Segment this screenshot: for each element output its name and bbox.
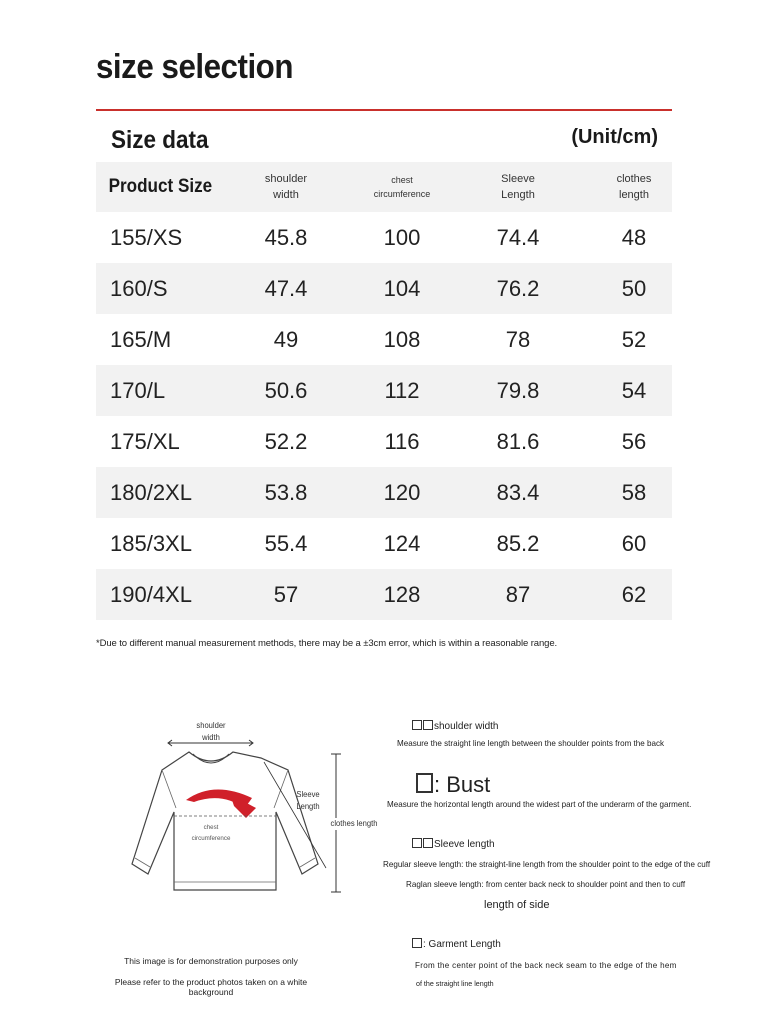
measurement-cell: 85.2 [496, 530, 540, 556]
size-table [96, 162, 672, 620]
measurement-cell: 76.2 [496, 275, 540, 301]
header-clothes-length: clothes length [616, 173, 652, 201]
measurement-cell: 57 [273, 581, 299, 607]
diagram-clothes-length-label: clothes length [326, 818, 383, 830]
measurement-cell: 108 [383, 326, 421, 352]
size-cell: 185/3XL [110, 530, 192, 556]
header-sleeve-length: Sleeve Length [501, 173, 535, 201]
size-cell: 170/L [110, 377, 166, 403]
title-divider [96, 109, 672, 111]
table-row [96, 263, 672, 314]
diagram-sleeve-label: Sleeve Length [296, 790, 320, 811]
garment-diagram [96, 712, 386, 912]
table-body [96, 212, 672, 620]
sweatshirt-illustration [96, 712, 386, 912]
measurement-cell: 87 [505, 581, 531, 607]
box-glyph-icon [416, 773, 433, 793]
table-row [96, 569, 672, 620]
measurement-cell: 62 [621, 581, 647, 607]
box-glyph-icon [412, 838, 422, 848]
measurement-cell: 120 [383, 479, 421, 505]
size-cell: 175/XL [110, 428, 180, 454]
size-cell: 180/2XL [110, 479, 192, 505]
table-row [96, 467, 672, 518]
table-row [96, 212, 672, 263]
box-glyph-icon [423, 838, 433, 848]
measurement-cell: 58 [621, 479, 647, 505]
def-shoulder-width: shoulder width [412, 716, 498, 734]
measurement-cell: 55.4 [264, 530, 308, 556]
def-garment-text-1: From the center point of the back neck seam to the edge of the hem [415, 960, 677, 970]
header-shoulder-width: shoulder width [264, 173, 308, 201]
measurement-cell: 104 [383, 275, 421, 301]
def-garment-length: : Garment Length [412, 934, 501, 952]
demo-note-2: Please refer to the product photos taken on a white background [114, 977, 308, 997]
measurement-cell: 45.8 [264, 224, 308, 250]
measurement-cell: 112 [384, 377, 420, 403]
size-cell: 190/4XL [110, 581, 192, 607]
def-shoulder-text: Measure the straight line length between the shoulder points from the back [397, 738, 665, 748]
size-cell: 160/S [110, 275, 168, 301]
sweatshirt-outline [132, 752, 318, 890]
measurement-cell: 53.8 [264, 479, 308, 505]
measurement-cell: 100 [383, 224, 421, 250]
measurement-cell: 56 [621, 428, 647, 454]
measurement-cell: 83.4 [496, 479, 540, 505]
measurement-cell: 81.6 [496, 428, 540, 454]
def-sleeve-length: Sleeve length [412, 834, 495, 852]
size-cell: 155/XS [110, 224, 183, 250]
box-glyph-icon [423, 720, 433, 730]
header-product-size: Product Size [108, 176, 213, 197]
def-sleeve-text-2: Raglan sleeve length: from center back neck to shoulder point and then to cuff [406, 879, 686, 889]
diagram-chest-label: chest circumference [191, 824, 231, 842]
unit-label: (Unit/cm) [571, 126, 658, 148]
size-cell: 165/M [110, 326, 172, 352]
measurement-cell: 124 [383, 530, 421, 556]
page-title: size selection [96, 48, 293, 86]
measurement-cell: 116 [384, 428, 420, 454]
measurement-cell: 128 [383, 581, 421, 607]
def-bust-text: Measure the horizontal length around the widest part of the underarm of the garment. [387, 799, 692, 809]
header-chest-circumference: chest circumference [373, 175, 431, 199]
measurement-cell: 50 [621, 275, 647, 301]
measurement-footnote: *Due to different manual measurement methods, there may be a ±3cm error, which is within a reasonable range. [96, 638, 558, 649]
diagram-shoulder-label: shoulder width [196, 721, 226, 742]
measurement-cell: 54 [621, 377, 647, 403]
demo-note-1: This image is for demonstration purposes only [124, 956, 298, 966]
measurement-cell: 49 [273, 326, 299, 352]
box-glyph-icon [412, 938, 422, 948]
def-bust: : Bust [416, 772, 490, 798]
measurement-cell: 47.4 [264, 275, 308, 301]
measurement-cell: 52 [621, 326, 647, 352]
def-side-length: length of side [484, 899, 550, 911]
table-header-row [96, 162, 672, 212]
measurement-cell: 74.4 [496, 224, 540, 250]
table-row [96, 518, 672, 569]
measurement-cell: 48 [621, 224, 647, 250]
measurement-cell: 52.2 [264, 428, 308, 454]
box-glyph-icon [412, 720, 422, 730]
def-garment-text-2: of the straight line length [416, 979, 494, 988]
table-row [96, 314, 672, 365]
table-row [96, 365, 672, 416]
measurement-cell: 60 [621, 530, 647, 556]
measurement-cell: 79.8 [496, 377, 540, 403]
section-title: Size data [111, 126, 209, 154]
measurement-cell: 50.6 [264, 377, 308, 403]
def-sleeve-text-1: Regular sleeve length: the straight-line length from the shoulder point to the edge of the cuff [383, 859, 711, 869]
table-row [96, 416, 672, 467]
measurement-cell: 78 [505, 326, 531, 352]
